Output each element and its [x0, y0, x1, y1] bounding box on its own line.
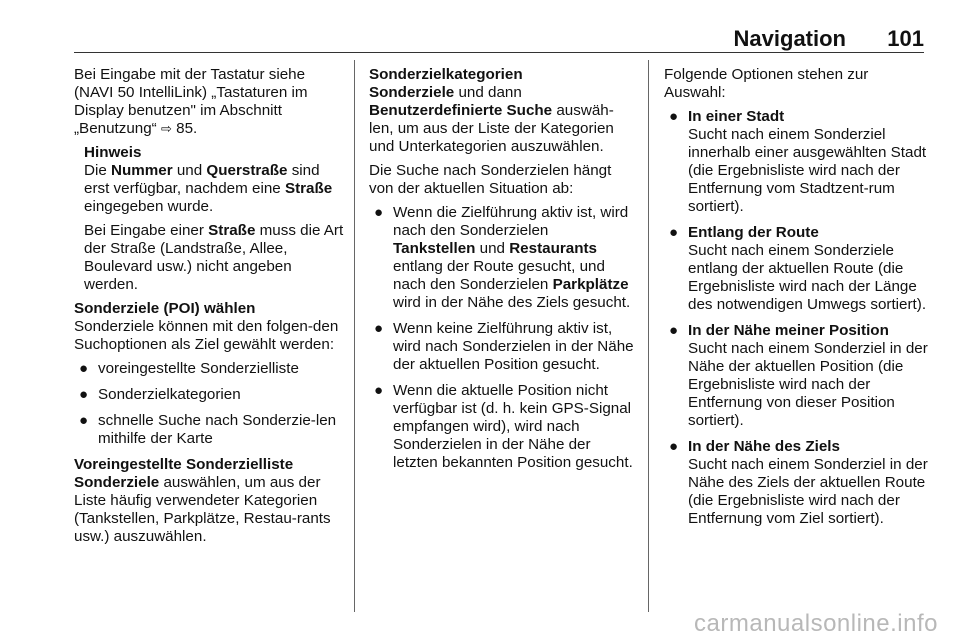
keyboard-intro: Bei Eingabe mit der Tastatur siehe (NAVI 50 IntelliLink) „Tastaturen im Display benutzen" im Abschnitt „Benutzung“ ⇨ 85.	[74, 66, 308, 137]
option-title: In der Nähe des Ziels	[688, 438, 840, 455]
bullet-icon: ●	[669, 108, 679, 125]
list-item	[664, 224, 930, 314]
column-divider	[354, 60, 355, 612]
bullet-icon: ●	[374, 382, 384, 399]
page-number: 101	[887, 26, 924, 51]
list-item: ● Wenn keine Zielführung aktiv ist, wird nach Sonderzielen in der Nähe der aktuellen Position gesucht.	[374, 320, 634, 373]
bullet-icon: ●	[79, 360, 89, 377]
column-1	[74, 66, 346, 552]
section-text: Sonderziele auswählen, um aus der Liste häufig verwendeter Kategorien (Tankstellen, Parkplätze, Restau-rants usw.) auszuwählen.	[74, 474, 331, 545]
section-text: Sonderziele können mit den folgen-den Suchoptionen als Ziel gewählt werden:	[74, 318, 339, 353]
section-text: Folgende Optionen stehen zur Auswahl:	[664, 66, 869, 101]
bullet-icon: ●	[669, 438, 679, 455]
list-item: ● Wenn die aktuelle Position nicht verfügbar ist (d. h. kein GPS-Signal empfangen wird), wird nach Sonderzielen in der Nähe der letzten bekannten Position gesucht.	[374, 382, 633, 471]
watermark: carmanualsonline.info	[694, 610, 938, 637]
bullet-icon: ●	[374, 204, 384, 221]
section-text: Sonderziele und dann Benutzerdefinierte Suche auswäh-len, um aus der Liste der Kategorien und Unterkategorien auszuwählen.	[369, 84, 614, 155]
search-option-list	[664, 108, 930, 528]
column-2	[369, 66, 635, 480]
page-title: Navigation	[733, 26, 846, 51]
note-title: Hinweis	[84, 144, 142, 161]
list-item	[664, 108, 930, 216]
poi-option-list	[74, 360, 346, 448]
page-reference-arrow-icon: ⇨	[160, 121, 172, 136]
section-heading: Voreingestellte Sonderzielliste	[74, 456, 294, 473]
bullet-icon: ●	[79, 412, 89, 429]
option-description: Sucht nach einem Sonderziel in der Nähe des Ziels der aktuellen Route (die Ergebnisliste wird nach der Entfernung vom Ziel sortiert).	[688, 456, 928, 527]
bullet-icon: ●	[669, 322, 679, 339]
column-3	[664, 66, 930, 536]
note-paragraph: Die Nummer und Querstraße sind erst verfügbar, nachdem eine Straße eingegeben wurde.	[84, 162, 333, 215]
page-header	[74, 22, 924, 53]
bullet-icon: ●	[374, 320, 384, 337]
option-description: Sucht nach einem Sonderziel innerhalb einer ausgewählten Stadt (die Ergebnisliste wird nach der Entfernung vom Stadtzent-rum sortiert).	[688, 126, 927, 215]
search-situation-list	[369, 204, 635, 472]
list-item	[664, 322, 930, 430]
note-box	[74, 144, 346, 294]
option-title: Entlang der Route	[688, 224, 819, 241]
list-item	[664, 438, 930, 528]
list-item: ● voreingestellte Sonderzielliste	[79, 360, 299, 377]
section-text: Die Suche nach Sonderzielen hängt von der aktuellen Situation ab:	[369, 162, 612, 197]
list-item: ● Sonderzielkategorien	[79, 386, 241, 403]
section-heading: Sonderzielkategorien	[369, 66, 523, 83]
option-title: In der Nähe meiner Position	[688, 322, 889, 339]
option-title: In einer Stadt	[688, 108, 785, 125]
bullet-icon: ●	[79, 386, 89, 403]
list-item: ● Wenn die Zielführung aktiv ist, wird nach den Sonderzielen Tankstellen und Restaurants entlang der Route gesucht, und nach den Sonderzielen Parkplätze wird in der Nähe des Ziels gesucht.	[374, 204, 631, 311]
list-item: ● schnelle Suche nach Sonderzie-len mithilfe der Karte	[79, 412, 337, 447]
option-description: Sucht nach einem Sonderziele entlang der aktuellen Route (die Ergebnisliste wird nach der Länge des notwendigen Umwegs sortiert).	[688, 242, 927, 313]
page-reference: 85.	[176, 120, 198, 137]
section-heading: Sonderziele (POI) wählen	[74, 300, 256, 317]
note-paragraph: Bei Eingabe einer Straße muss die Art der Straße (Landstraße, Allee, Boulevard usw.) nicht angeben werden.	[84, 222, 344, 293]
option-description: Sucht nach einem Sonderziel in der Nähe der aktuellen Position (die Ergebnisliste wird nach der Entfernung von dieser Position sortiert).	[688, 340, 928, 429]
column-divider	[648, 60, 649, 612]
bullet-icon: ●	[669, 224, 679, 241]
